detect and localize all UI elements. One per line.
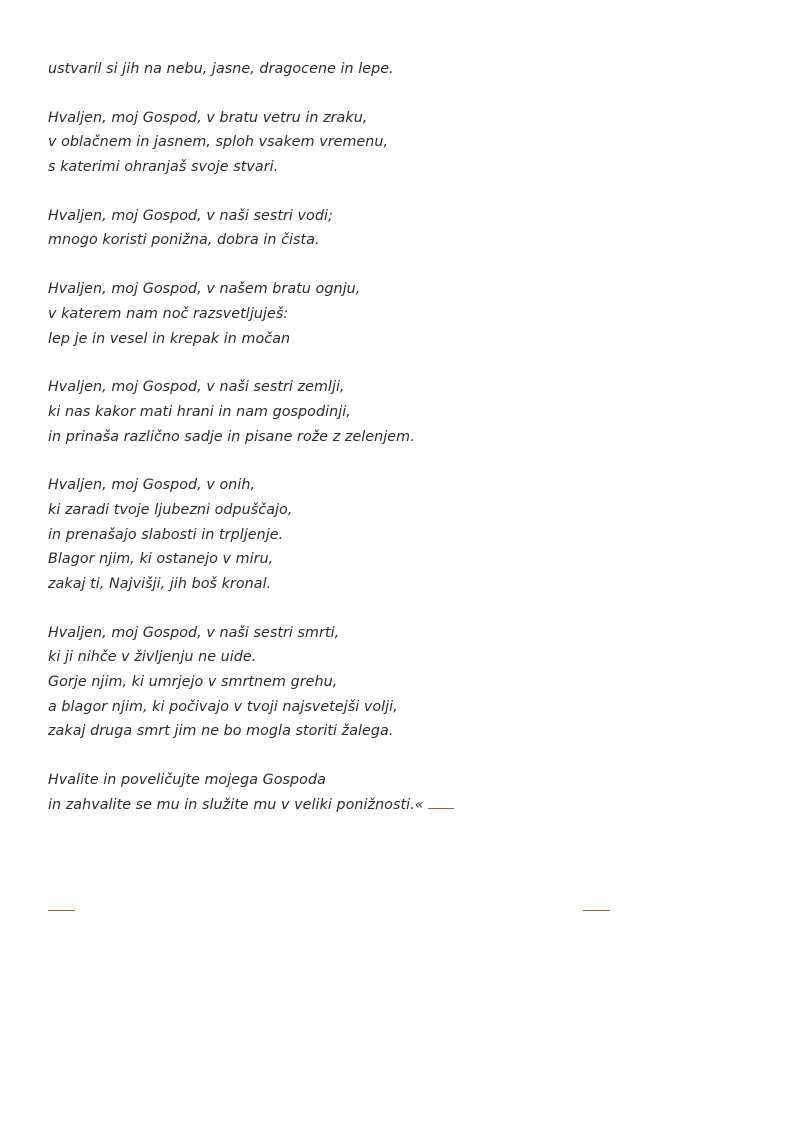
poem-line: ustvaril si jih na nebu, jasne, dragocene in lepe. <box>48 61 394 77</box>
poem-line: Hvalite in poveličujte mojega Gospoda <box>48 772 326 789</box>
poem-last-line <box>48 793 748 818</box>
poem-line: s katerimi ohranjaš svoje stvari. <box>48 159 279 176</box>
poem-line-text: in zahvalite se mu in služite mu v veliki ponižnosti.« <box>48 796 424 813</box>
poem-line: Hvaljen, moj Gospod, v bratu vetru in zraku, <box>48 109 368 126</box>
poem-line: a blagor njim, ki počivajo v tvoji najsvetejši volji, <box>48 698 398 715</box>
poem-line: Blagor njim, ki ostanejo v miru, <box>48 551 274 568</box>
poem-line: ki nas kakor mati hrani in nam gospodinji, <box>48 403 351 420</box>
stanza <box>48 621 748 744</box>
poem-line: ki ji nihče v življenju ne uide. <box>48 649 257 666</box>
poem-line: Hvaljen, moj Gospod, v onih, <box>48 477 256 494</box>
stanza <box>48 375 748 449</box>
poem-line: Gorje njim, ki umrjejo v smrtnem grehu, <box>48 674 338 691</box>
poem-line: ki zaradi tvoje ljubezni odpuščajo, <box>48 501 293 518</box>
poem-line: zakaj druga smrt jim ne bo mogla storiti žalega. <box>48 723 394 740</box>
footer-rule-left <box>48 910 75 911</box>
poem-text <box>48 57 748 842</box>
poem-line: v oblačnem in jasnem, sploh vsakem vremenu, <box>48 134 389 151</box>
poem-line: Hvaljen, moj Gospod, v naši sestri zemlji, <box>48 379 345 396</box>
poem-line: Hvaljen, moj Gospod, v našem bratu ognju, <box>48 281 361 298</box>
poem-line: Hvaljen, moj Gospod, v naši sestri vodi; <box>48 207 333 224</box>
stanza <box>48 473 748 596</box>
poem-line: in prenašajo slabosti in trpljenje. <box>48 526 284 543</box>
stanza <box>48 277 748 351</box>
poem-line: lep je in vesel in krepak in močan <box>48 330 291 347</box>
stanza <box>48 106 748 180</box>
poem-line: in prinaša različno sadje in pisane rože z zelenjem. <box>48 428 415 445</box>
stanza <box>48 204 748 253</box>
footer-rule-right <box>583 910 610 911</box>
stanza <box>48 57 748 82</box>
poem-line: Hvaljen, moj Gospod, v naši sestri smrti, <box>48 624 340 641</box>
poem-line: zakaj ti, Najvišji, jih boš kronal. <box>48 576 272 592</box>
stanza <box>48 768 748 817</box>
blank-underline <box>428 807 454 809</box>
poem-line: v katerem nam noč razsvetljuješ: <box>48 305 289 322</box>
poem-line: mnogo koristi ponižna, dobra in čista. <box>48 232 320 249</box>
